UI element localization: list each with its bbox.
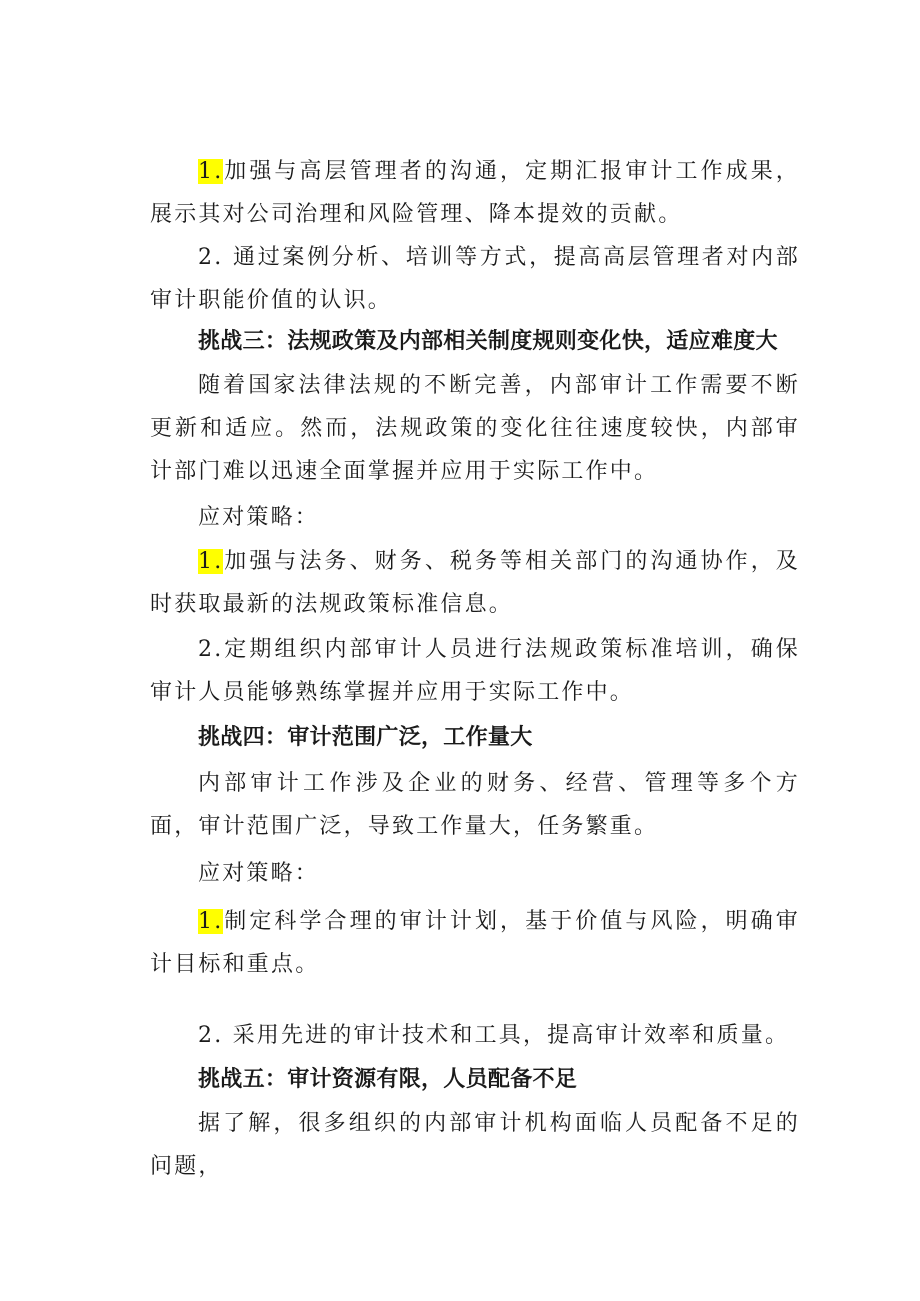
body-paragraph: 据了解，很多组织的内部审计机构面临人员配备不足的问题，: [150, 1111, 800, 1179]
highlighted-number: 1.: [198, 159, 224, 184]
section-heading-challenge-4: 挑战四：审计范围广泛，工作量大: [198, 725, 533, 750]
paragraph-text: 加强与法务、财务、税务等相关部门的沟通协作，及时获取最新的法规政策标准信息。: [150, 549, 800, 617]
highlighted-number: 1.: [198, 549, 224, 574]
strategy-item-2: 2. 通过案例分析、培训等方式，提高高层管理者对内部审计职能价值的认识。: [150, 245, 800, 313]
body-paragraph: 随着国家法律法规的不断完善，内部审计工作需要不断更新和适应。然而，法规政策的变化往往速度较快，内部审计部门难以迅速全面掌握并应用于实际工作中。: [150, 373, 800, 484]
strategy-item-1: [150, 150, 800, 236]
body-paragraph: 内部审计工作涉及企业的财务、经营、管理等多个方面，审计范围广泛，导致工作量大，任务繁重。: [150, 771, 800, 839]
strategy-item-1: [150, 540, 800, 626]
paragraph-text: 加强与高层管理者的沟通，定期汇报审计工作成果，展示其对公司治理和风险管理、降本提效的贡献。: [150, 159, 800, 227]
strategy-label: 应对策略：: [198, 505, 320, 530]
paragraph-text: 制定科学合理的审计计划，基于价值与风险，明确审计目标和重点。: [150, 909, 800, 977]
strategy-item-1: [150, 900, 800, 986]
section-heading-challenge-5: 挑战五：审计资源有限，人员配备不足: [198, 1067, 578, 1092]
strategy-item-2: 2.定期组织内部审计人员进行法规政策标准培训，确保审计人员能够熟练掌握并应用于实际工作中。: [150, 637, 800, 705]
strategy-item-2: 2. 采用先进的审计技术和工具，提高审计效率和质量。: [198, 1023, 790, 1048]
strategy-label: 应对策略：: [198, 861, 320, 886]
highlighted-number: 1.: [198, 909, 224, 934]
section-heading-challenge-3: 挑战三：法规政策及内部相关制度规则变化快，适应难度大: [198, 329, 778, 354]
